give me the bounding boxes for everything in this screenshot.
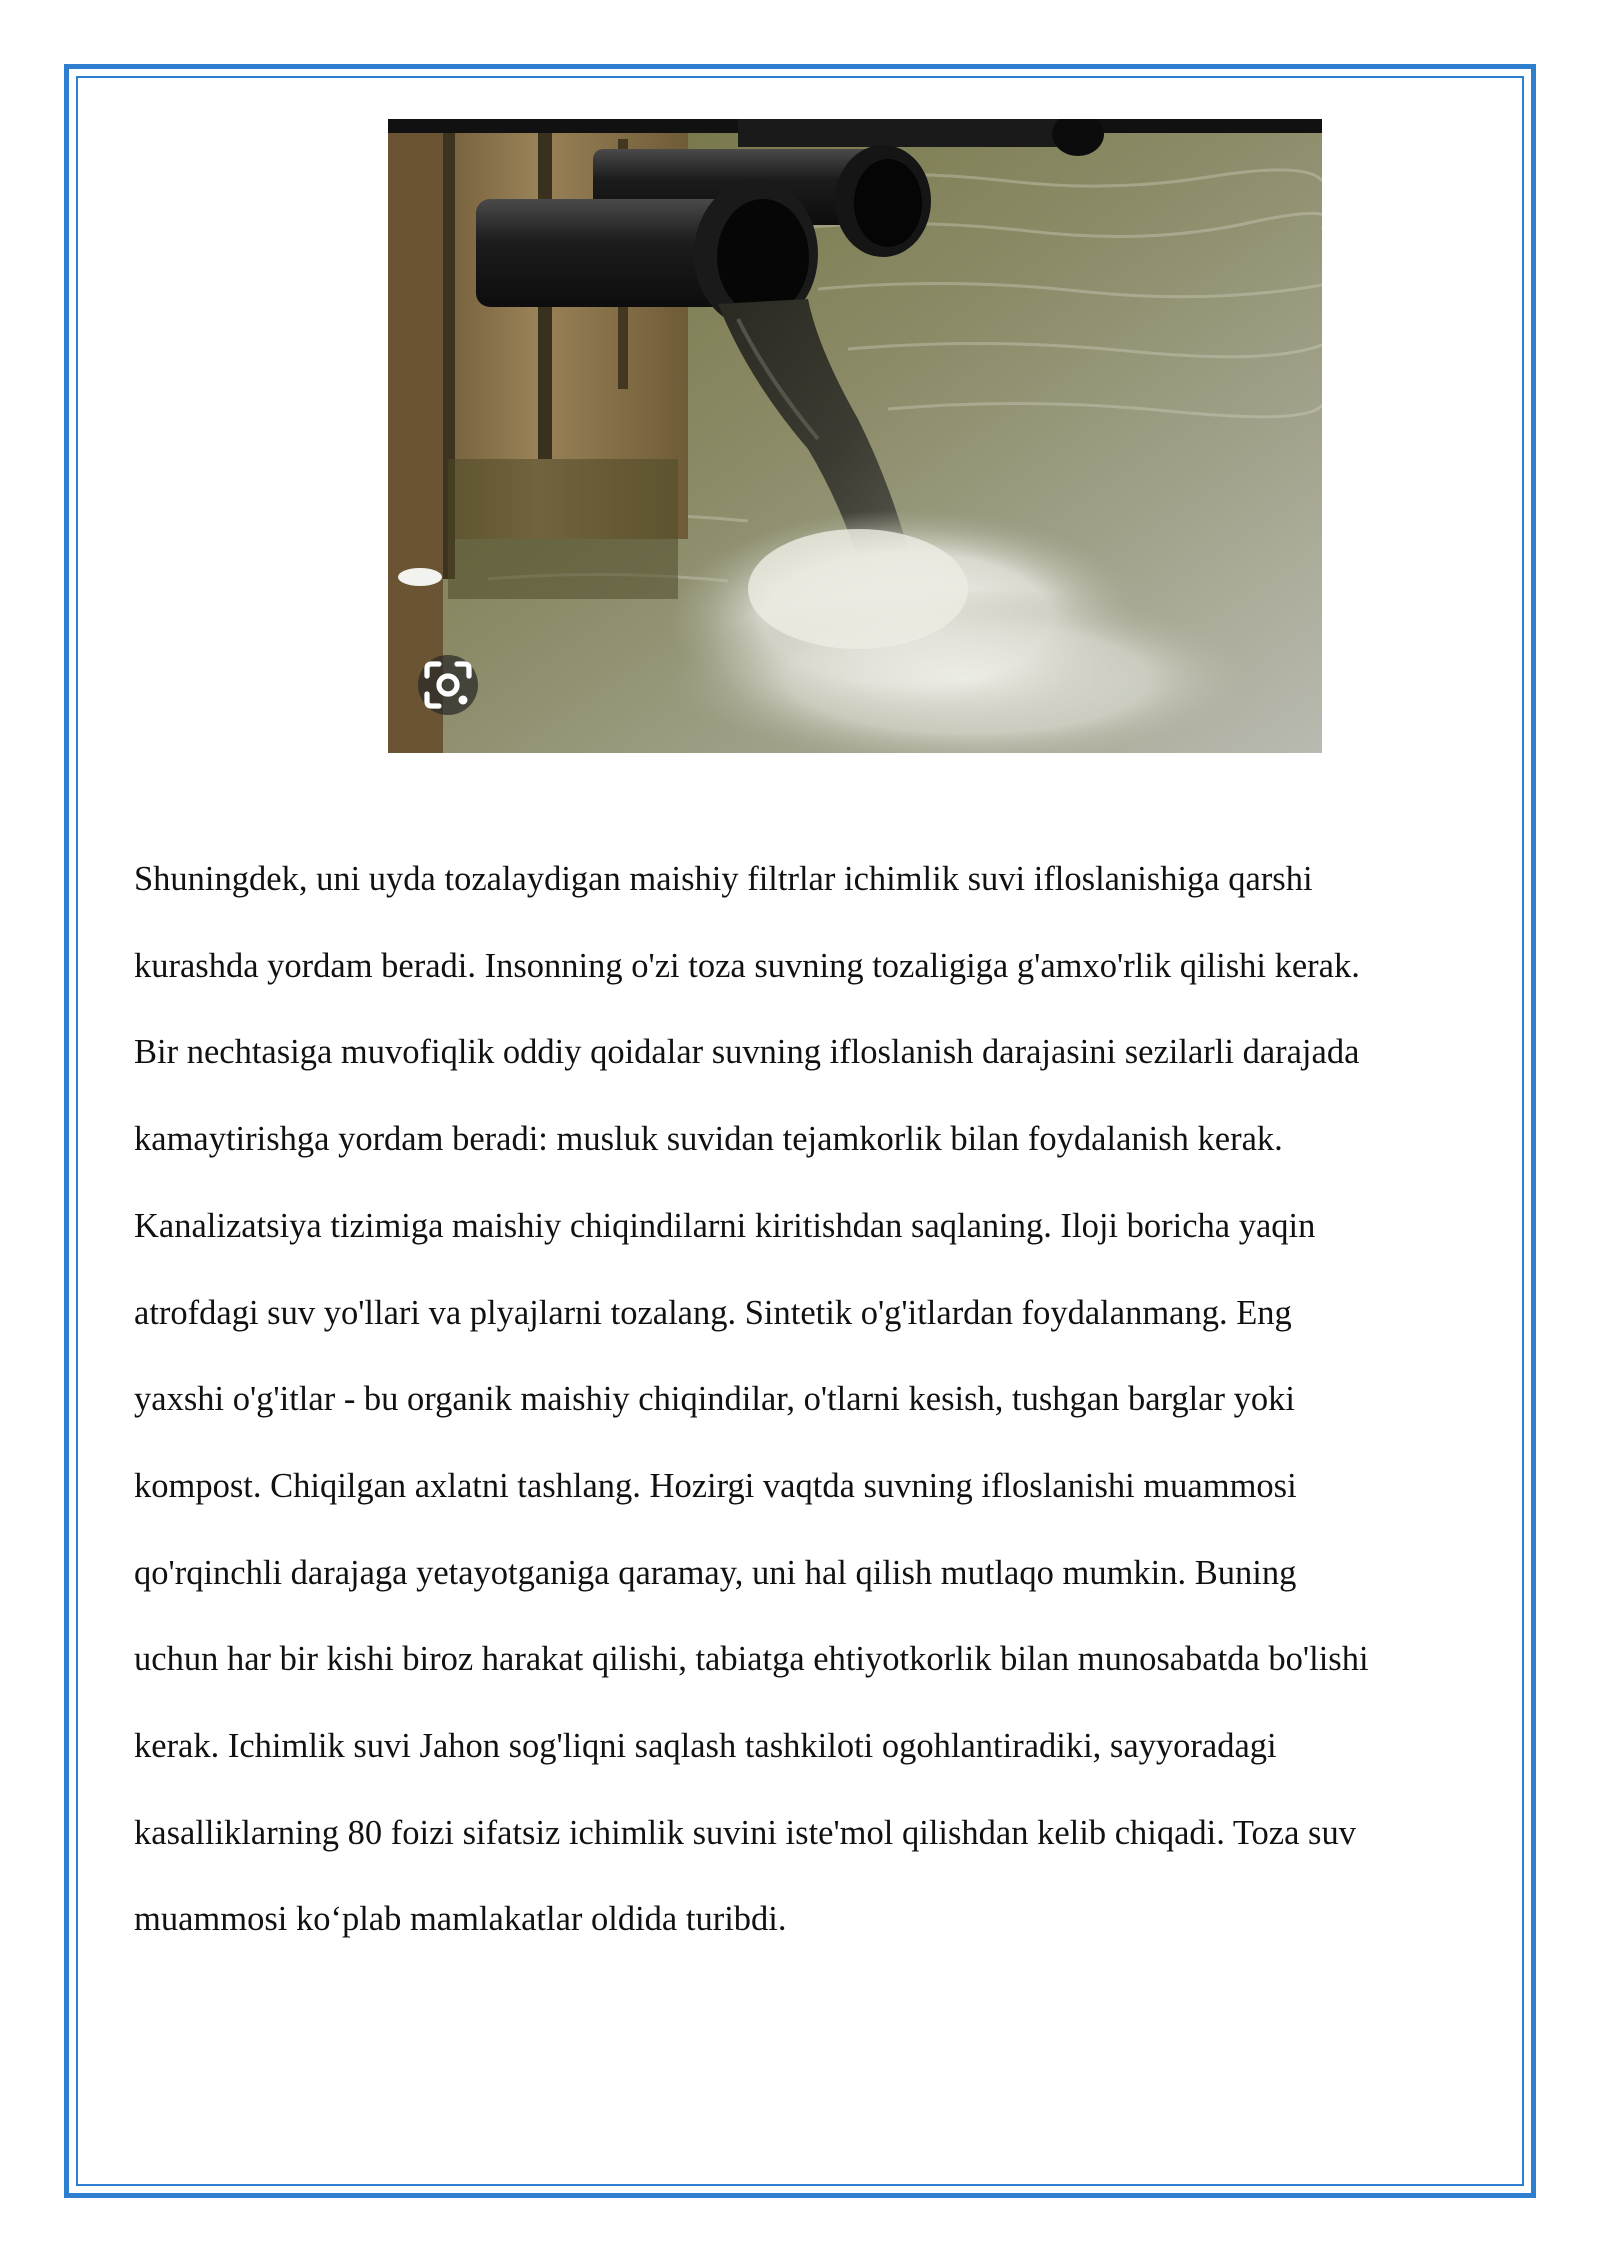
paragraph-line: Shuningdek, uni uyda tozalaydigan maishiy filtrlar ichimlik suvi ifloslanishiga qarshi [134,860,1313,898]
paragraph-line: uchun har bir kishi biroz harakat qilishi, tabiatga ehtiyotkorlik bilan munosabatda bo'lishi [134,1640,1369,1679]
lens-glyph [418,655,478,715]
paragraph-line: kurashda yordam beradi. Insonning o'zi toza suvning tozaligiga g'amxo'rlik qilishi kerak. [134,946,1360,985]
paragraph-line: kerak. Ichimlik suvi Jahon sog'liqni saqlash tashkiloti ogohlantiradiki, sayyoradagi [134,1727,1277,1766]
paragraph-line: kompost. Chiqilgan axlatni tashlang. Hozirgi vaqtda suvning ifloslanishi muammosi [134,1466,1297,1505]
paragraph-line: muammosi ko‘plab mamlakatlar oldida turibdi. [134,1900,787,1939]
paragraph-line: kamaytirishga yordam beradi: musluk suvidan tejamkorlik bilan foydalanish kerak. [134,1120,1283,1159]
google-lens-icon[interactable] [418,655,478,715]
paragraph-line: Bir nechtasiga muvofiqlik oddiy qoidalar suvning ifloslanish darajasini sezilarli darajada [134,1033,1360,1072]
pipe-discharge-illustration [388,119,1322,753]
paragraph-line: yaxshi o'g'itlar - bu organik maishiy chiqindilar, o'tlarni kesish, tushgan barglar yoki [134,1380,1296,1419]
paragraph-line: Kanalizatsiya tizimiga maishiy chiqindilarni kiritishdan saqlaning. Iloji boricha yaqin [134,1206,1316,1245]
paragraph-line: qo'rqinchli darajaga yetayotganiga qaramay, uni hal qilish mutlaqo mumkin. Buning [134,1553,1297,1592]
paragraph-line: kasalliklarning 80 foizi sifatsiz ichimlik suvini iste'mol qilishdan kelib chiqadi. Toza suv [134,1813,1356,1852]
paragraph-line: atrofdagi suv yo'llari va plyajlarni tozalang. Sintetik o'g'itlardan foydalanmang. Eng [134,1293,1292,1332]
body-paragraph [134,836,1494,1963]
pipe-discharge-photo [388,119,1322,753]
